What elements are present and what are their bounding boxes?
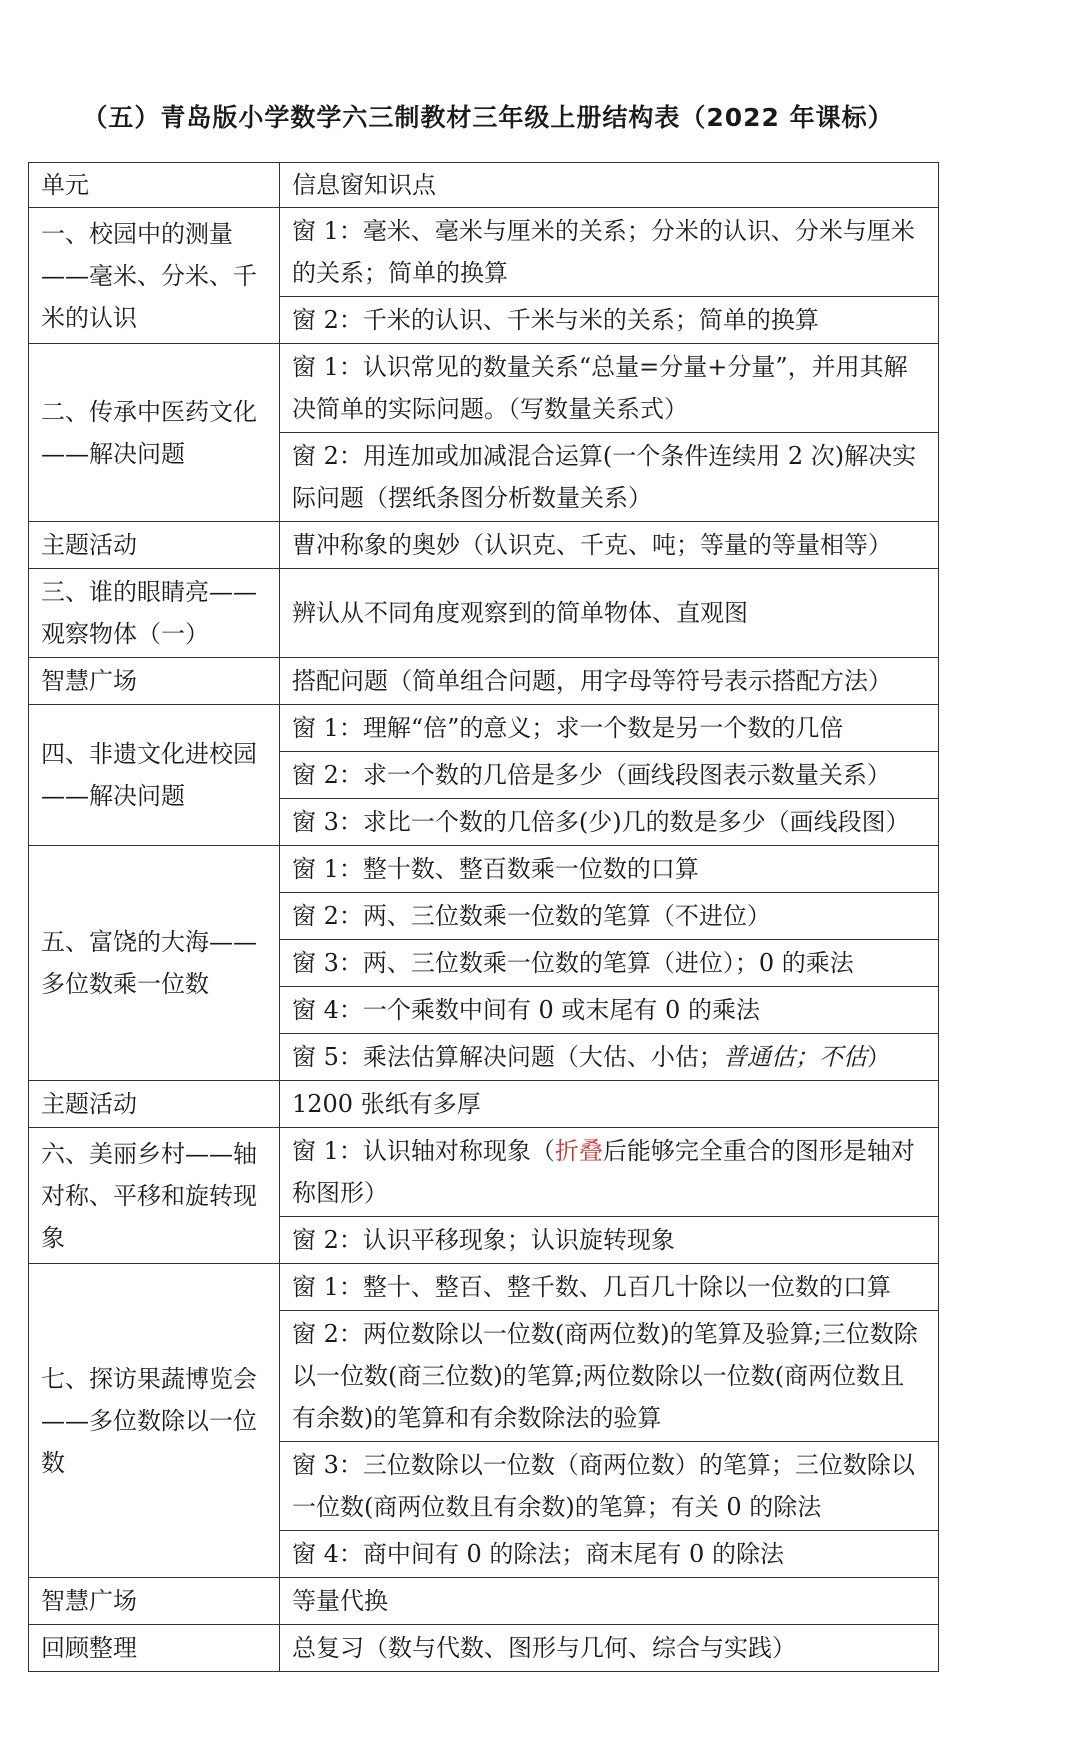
window-text: 后能够完全重合的图形是轴对称图形）: [292, 1137, 915, 1207]
table-row: [29, 1625, 939, 1672]
unit-cell: 五、富饶的大海——多位数乘一位数: [29, 846, 280, 1081]
unit-cell: 七、探访果蔬博览会——多位数除以一位数: [29, 1264, 280, 1578]
window-text: 窗 1：认识轴对称现象（: [292, 1137, 555, 1165]
structure-table: [28, 162, 939, 1672]
window-cell: 窗 2：两位数除以一位数(商两位数)的笔算及验算;三位数除以一位数(商三位数)的笔算;两位数除以一位数(商两位数且有余数)的笔算和有余数除法的验算: [280, 1311, 939, 1442]
window-cell: 窗 2：千米的认识、千米与米的关系；简单的换算: [280, 297, 939, 344]
window-cell: 窗 2：用连加或加减混合运算(一个条件连续用 2 次)解决实际问题（摆纸条图分析数量关系）: [280, 433, 939, 522]
unit-cell: 六、美丽乡村——轴对称、平移和旋转现象: [29, 1128, 280, 1264]
handwritten-annotation: 普通估；不估: [722, 1043, 867, 1071]
unit-cell: 一、校园中的测量——毫米、分米、千米的认识: [29, 208, 280, 344]
unit-cell: 四、非遗文化进校园——解决问题: [29, 705, 280, 846]
table-row: [29, 1128, 939, 1217]
window-cell: 窗 1：整十数、整百数乘一位数的口算: [280, 846, 939, 893]
table-row: [29, 569, 939, 658]
window-cell: 窗 2：两、三位数乘一位数的笔算（不进位）: [280, 893, 939, 940]
highlighted-word: 折叠: [554, 1137, 603, 1165]
page-title: （五）青岛版小学数学六三制教材三年级上册结构表（2022 年课标）: [82, 103, 894, 132]
unit-cell: 主题活动: [29, 1081, 280, 1128]
table-header-row: [29, 163, 939, 208]
window-text: 窗 5：乘法估算解决问题（大估、小估；: [292, 1043, 723, 1071]
header-knowledge: 信息窗知识点: [280, 163, 939, 208]
window-cell: 搭配问题（简单组合问题，用字母等符号表示搭配方法）: [280, 658, 939, 705]
unit-cell: 二、传承中医药文化——解决问题: [29, 344, 280, 522]
table-row: [29, 522, 939, 569]
window-cell: 窗 4：一个乘数中间有 0 或末尾有 0 的乘法: [280, 987, 939, 1034]
unit-cell: 三、谁的眼睛亮——观察物体（一）: [29, 569, 280, 658]
unit-cell: 主题活动: [29, 522, 280, 569]
window-cell: 1200 张纸有多厚: [280, 1081, 939, 1128]
table-row: [29, 344, 939, 433]
window-cell: 窗 2：求一个数的几倍是多少（画线段图表示数量关系）: [280, 752, 939, 799]
table-row: [29, 658, 939, 705]
window-cell: 窗 3：三位数除以一位数（商两位数）的笔算；三位数除以一位数(商两位数且有余数)的笔算；有关 0 的除法: [280, 1442, 939, 1531]
table-row: [29, 705, 939, 752]
unit-cell: 智慧广场: [29, 658, 280, 705]
unit-cell: 智慧广场: [29, 1578, 280, 1625]
header-unit: 单元: [29, 163, 280, 208]
table-row: [29, 846, 939, 893]
table-row: [29, 208, 939, 297]
table-row: [29, 1264, 939, 1311]
window-cell: 等量代换: [280, 1578, 939, 1625]
window-cell: 窗 4：商中间有 0 的除法；商末尾有 0 的除法: [280, 1531, 939, 1578]
window-cell: [280, 1034, 939, 1081]
window-cell: 窗 1：认识常见的数量关系“总量=分量+分量”，并用其解决简单的实际问题。（写数量关系式）: [280, 344, 939, 433]
table-row: [29, 1081, 939, 1128]
table-row: [29, 1578, 939, 1625]
window-cell: 曹冲称象的奥妙（认识克、千克、吨；等量的等量相等）: [280, 522, 939, 569]
window-text: ）: [866, 1043, 891, 1071]
window-cell: 窗 2：认识平移现象；认识旋转现象: [280, 1217, 939, 1264]
window-cell: 窗 1：整十、整百、整千数、几百几十除以一位数的口算: [280, 1264, 939, 1311]
unit-cell: 回顾整理: [29, 1625, 280, 1672]
window-cell: 总复习（数与代数、图形与几何、综合与实践）: [280, 1625, 939, 1672]
window-cell: 窗 3：求比一个数的几倍多(少)几的数是多少（画线段图）: [280, 799, 939, 846]
window-cell: 窗 1：理解“倍”的意义；求一个数是另一个数的几倍: [280, 705, 939, 752]
window-cell: 窗 1：毫米、毫米与厘米的关系；分米的认识、分米与厘米的关系；简单的换算: [280, 208, 939, 297]
window-cell: [280, 1128, 939, 1217]
window-cell: 窗 3：两、三位数乘一位数的笔算（进位）；0 的乘法: [280, 940, 939, 987]
window-cell: 辨认从不同角度观察到的简单物体、直观图: [280, 569, 939, 658]
